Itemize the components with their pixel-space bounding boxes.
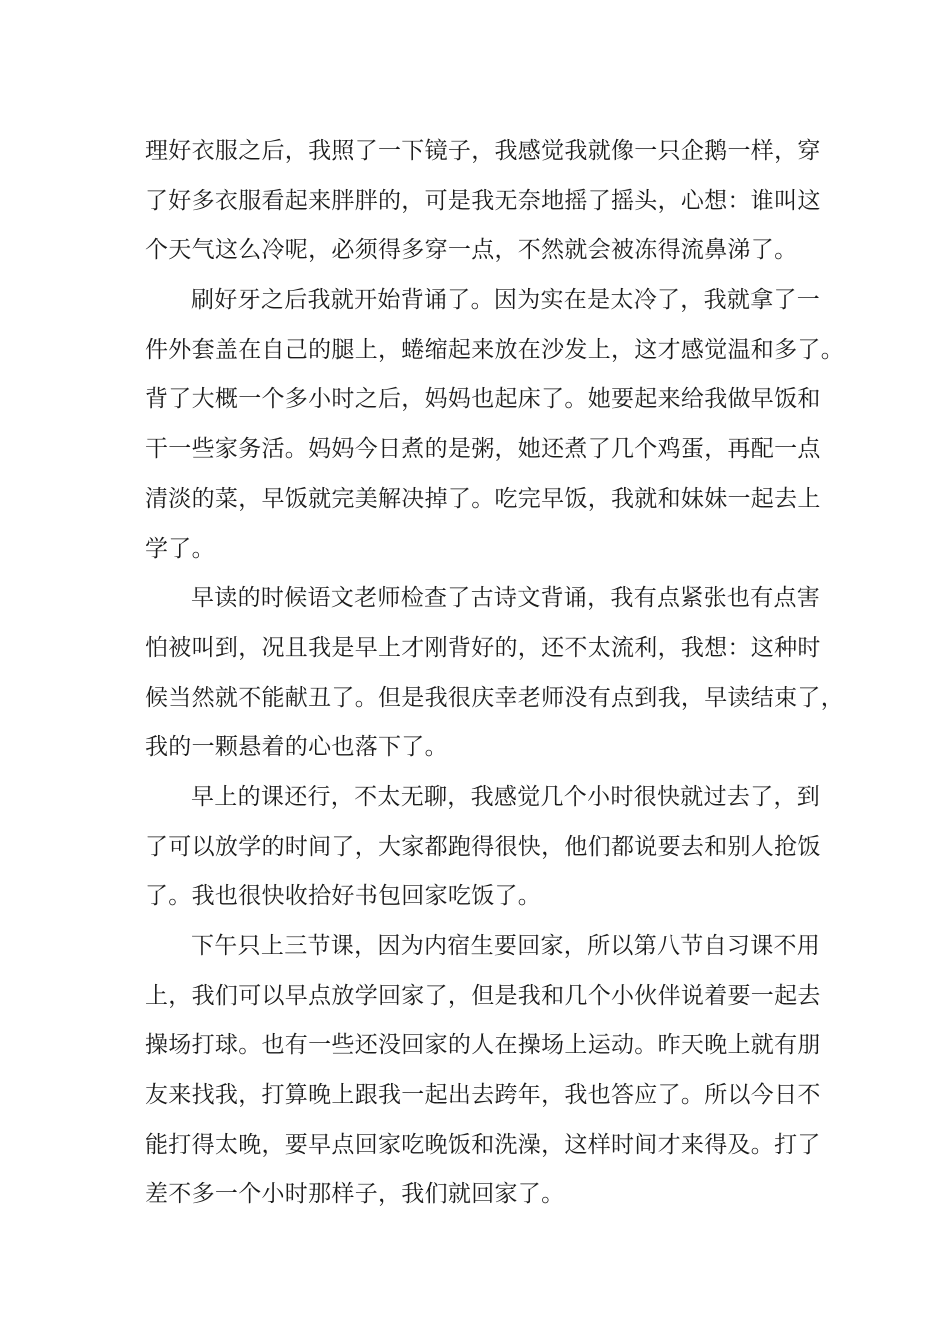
text-line: 件外套盖在自己的腿上，蜷缩起来放在沙发上，这才感觉温和多了。 — [145, 336, 844, 363]
paragraph-3 — [145, 574, 844, 773]
document-body — [145, 127, 844, 1220]
text-line: 刷好牙之后我就开始背诵了。因为实在是太冷了，我就拿了一 — [191, 287, 821, 314]
text-line: 上，我们可以早点放学回家了，但是我和几个小伙伴说着要一起去 — [145, 982, 821, 1009]
text-line: 怕被叫到，况且我是早上才刚背好的，还不太流利，我想：这种时 — [145, 634, 821, 661]
text-line: 个天气这么冷呢，必须得多穿一点，不然就会被冻得流鼻涕了。 — [145, 237, 798, 264]
text-line: 我的一颗悬着的心也落下了。 — [145, 734, 448, 761]
paragraph-2 — [145, 276, 844, 574]
text-line: 早读的时候语文老师检查了古诗文背诵，我有点紧张也有点害 — [191, 585, 821, 612]
paragraph-4 — [145, 773, 825, 922]
text-line: 了可以放学的时间了，大家都跑得很快，他们都说要去和别人抢饭 — [145, 833, 821, 860]
text-line: 了好多衣服看起来胖胖的，可是我无奈地摇了摇头，心想：谁叫这 — [145, 187, 821, 214]
text-line: 理好衣服之后，我照了一下镜子，我感觉我就像一只企鹅一样，穿 — [145, 138, 821, 164]
text-line: 了。我也很快收拾好书包回家吃饭了。 — [145, 883, 542, 910]
text-line: 候当然就不能献丑了。但是我很庆幸老师没有点到我，早读结束了， — [145, 684, 844, 711]
text-line: 背了大概一个多小时之后，妈妈也起床了。她要起来给我做早饭和 — [145, 386, 821, 413]
text-line: 学了。 — [145, 535, 215, 562]
text-line: 友来找我，打算晚上跟我一起出去跨年，我也答应了。所以今日不 — [145, 1082, 821, 1109]
paragraph-5 — [145, 922, 825, 1220]
text-line: 干一些家务活。妈妈今日煮的是粥，她还煮了几个鸡蛋，再配一点 — [145, 436, 821, 463]
text-line: 差不多一个小时那样子，我们就回家了。 — [145, 1181, 565, 1208]
text-line: 早上的课还行，不太无聊，我感觉几个小时很快就过去了，到 — [191, 783, 821, 810]
paragraph-1 — [145, 127, 825, 276]
text-line: 操场打球。也有一些还没回家的人在操场上运动。昨天晚上就有朋 — [145, 1032, 821, 1059]
text-line: 能打得太晚，要早点回家吃晚饭和洗澡，这样时间才来得及。打了 — [145, 1131, 821, 1158]
text-line: 清淡的菜，早饭就完美解决掉了。吃完早饭，我就和妹妹一起去上 — [145, 485, 821, 512]
text-line: 下午只上三节课，因为内宿生要回家，所以第八节自习课不用 — [191, 933, 821, 959]
